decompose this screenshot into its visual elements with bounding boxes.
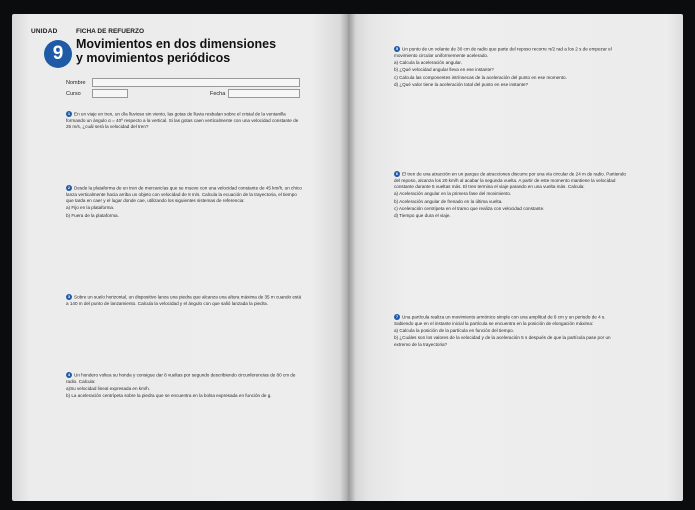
exercise-statement: Un hondero voltea su honda y consigue dar 8 vueltas por segundo describiendo circunferencias de 80 cm de radio. Calcula: (66, 372, 296, 384)
exercise-subitem: b) Fuera de la plataforma. (66, 212, 119, 218)
exercise-subitem: b) ¿Cuáles son los valores de la velocidad y de la aceleración 5 s después de que la partícula pase por un extremo de la trayectoria? (394, 335, 611, 347)
sheet-type: FICHA DE REFUERZO (76, 28, 145, 35)
exercise-1 (66, 111, 302, 130)
exercise-7 (394, 314, 626, 348)
exercise-number: 1 (67, 111, 71, 116)
name-field[interactable] (92, 78, 300, 87)
exercise-subitem: a)Su velocidad lineal expresada en km/h. (66, 386, 151, 392)
exercise-number: 3 (67, 294, 71, 299)
exercise-statement: En un viaje en tren, un día lluvioso sin viento, las gotas de lluvia resbalan sobre el cristal de la ventanilla formando un ángulo α = 40º respecto a la vertical. Si las gotas caen verticalmente con una velocidad constante de 25 m/s, ¿cuál será la velocidad del tren? (66, 111, 299, 130)
unit-label: UNIDAD (31, 28, 58, 35)
exercise-5 (394, 46, 626, 88)
exercise-subitem: b) Aceleración angular de frenado en la última vuelta. (394, 198, 503, 204)
course-label: Curso (66, 91, 81, 97)
exercise-statement: Sobre un suelo horizontal, un dispositivo lanza una piedra que alcanza una altura máxima de 35 m cuando está a 140 m del punto de lanzamiento. Calcula la velocidad y el ángulo con que salió lanzada la piedra. (66, 294, 302, 306)
exercise-number: 6 (395, 171, 399, 176)
exercise-subitem: a) Fijo en la plataforma. (66, 205, 115, 211)
exercise-statement: Un punto de un volante de 30 cm de radio que parte del reposo recorre π/2 rad a los 2 s de empezar el movimiento circular uniformemente acelerado. (394, 46, 612, 58)
page-title (76, 37, 326, 65)
exercise-2 (66, 185, 302, 219)
exercise-number: 7 (395, 314, 399, 319)
exercise-6 (394, 171, 626, 220)
unit-number-badge: 9 (44, 40, 72, 68)
exercise-subitem: a) Calcula la aceleración angular. (394, 60, 462, 66)
exercise-subitem: b) La aceleración centrípeta sobre la piedra que se encuentra en la bolsa expresada en función de g. (66, 393, 272, 399)
title-line-1: Movimientos en dos dimensiones (76, 37, 277, 51)
book-gutter (340, 14, 356, 501)
exercise-number: 4 (67, 372, 71, 377)
exercise-subitem: b) ¿Qué velocidad angular lleva en ese instante? (394, 67, 494, 73)
course-field[interactable] (92, 89, 128, 98)
exercise-statement: El tren de una atracción en un parque de atracciones discurre por una vía circular de 24 m de radio. Partiendo del reposo, alcanza los 20 km/h al acabar la segunda vuelta. A partir de este momento mantiene la velocidad constante durante 5 vueltas más. El tren termina el viaje parando en una vuelta más. Calcula: (394, 171, 626, 190)
exercise-subitem: c) Calcula las componentes intrínsecas de la aceleración del punto en ese momento. (394, 74, 567, 80)
exercise-subitem: d) ¿Qué valor tiene la aceleración total del punto en ese instante? (394, 81, 529, 87)
exercise-statement: Desde la plataforma de un tren de mercancías que se mueve con una velocidad constante de 45 km/h, un chico lanza verticalmente hacia arriba un objeto con velocidad de 8 m/s. Calcula la ecuación de la trayectoria, el tiempo que tarda en caer y el lugar donde cae, utilizando los siguientes sistemas de referencia: (66, 185, 302, 204)
left-page (12, 14, 348, 501)
exercise-number: 5 (395, 46, 399, 51)
title-line-2: y movimientos periódicos (76, 51, 231, 65)
exercise-statement: Una partícula realiza un movimiento armónico simple con una amplitud de 8 cm y un periodo de 4 s. Sabiendo que en el instante inicial la partícula se encuentra en la posición de elongación máxima: (394, 314, 606, 326)
date-field[interactable] (228, 89, 300, 98)
exercise-subitem: d) Tiempo que dura el viaje. (394, 213, 451, 219)
exercise-3 (66, 294, 302, 307)
exercise-4 (66, 372, 302, 400)
exercise-subitem: a) Calcula la posición de la partícula en función del tiempo. (394, 328, 515, 334)
date-label: Fecha (210, 91, 226, 97)
exercise-subitem: a) Aceleración angular en la primera fase del movimiento. (394, 191, 512, 197)
exercise-number: 2 (67, 185, 71, 190)
name-label: Nombre (66, 80, 86, 86)
exercise-subitem: c) Aceleración centrípeta en el tramo que realiza con velocidad constante. (394, 205, 545, 211)
